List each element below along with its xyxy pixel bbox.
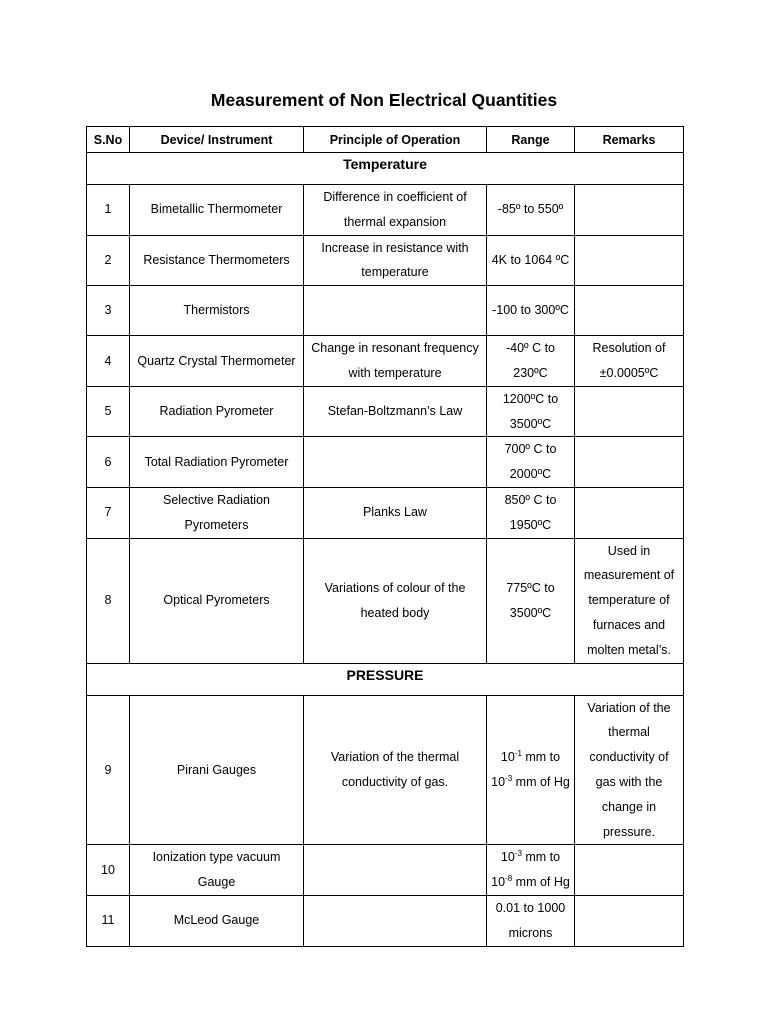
sno-cell: 6 bbox=[87, 437, 130, 488]
column-header-sno: S.No bbox=[87, 127, 130, 153]
header-row bbox=[87, 127, 684, 153]
table-row bbox=[87, 695, 684, 845]
quantities-table bbox=[86, 126, 684, 947]
table-row bbox=[87, 487, 684, 538]
range-exponent-c: -8 bbox=[505, 873, 513, 883]
device-cell: Optical Pyrometers bbox=[130, 538, 304, 663]
remarks-cell: Used in measurement of temperature of furnaces and molten metal’s. bbox=[575, 538, 684, 663]
principle-cell: Variation of the thermal conductivity of gas. bbox=[304, 695, 487, 845]
table-row bbox=[87, 336, 684, 387]
range-cell: 4K to 1064 ºC bbox=[487, 235, 575, 286]
table-row bbox=[87, 185, 684, 236]
sno-cell: 4 bbox=[87, 336, 130, 387]
range-value-c: 10 bbox=[491, 875, 506, 890]
principle-cell: Planks Law bbox=[304, 487, 487, 538]
range-exponent-a: -3 bbox=[514, 849, 522, 859]
range-value-a: 10 bbox=[500, 750, 515, 765]
range-value-d: mm of Hg bbox=[512, 774, 570, 789]
principle-cell: Change in resonant frequency with temperature bbox=[304, 336, 487, 387]
range-cell bbox=[487, 695, 575, 845]
remarks-cell bbox=[575, 286, 684, 336]
sno-cell: 1 bbox=[87, 185, 130, 236]
range-value-a: 10 bbox=[500, 850, 515, 865]
remarks-cell bbox=[575, 437, 684, 488]
remarks-cell bbox=[575, 185, 684, 236]
principle-cell: Variations of colour of the heated body bbox=[304, 538, 487, 663]
device-cell: McLeod Gauge bbox=[130, 895, 304, 946]
range-cell: 775ºC to 3500ºC bbox=[487, 538, 575, 663]
device-cell: Selective Radiation Pyrometers bbox=[130, 487, 304, 538]
range-value-b: mm to bbox=[521, 850, 561, 865]
remarks-cell bbox=[575, 235, 684, 286]
table-row bbox=[87, 286, 684, 336]
column-header-device: Device/ Instrument bbox=[130, 127, 304, 153]
table-row bbox=[87, 538, 684, 663]
sno-cell: 8 bbox=[87, 538, 130, 663]
remarks-cell: Resolution of ±0.0005ºC bbox=[575, 336, 684, 387]
range-cell: 700º C to 2000ºC bbox=[487, 437, 575, 488]
principle-cell: Increase in resistance with temperature bbox=[304, 235, 487, 286]
range-cell: -40º C to 230ºC bbox=[487, 336, 575, 387]
device-cell: Total Radiation Pyrometer bbox=[130, 437, 304, 488]
range-cell: 1200ºC to 3500ºC bbox=[487, 386, 575, 437]
device-cell: Ionization type vacuum Gauge bbox=[130, 845, 304, 896]
sno-cell: 2 bbox=[87, 235, 130, 286]
column-header-range: Range bbox=[487, 127, 575, 153]
device-cell: Bimetallic Thermometer bbox=[130, 185, 304, 236]
range-value-b: mm to bbox=[521, 750, 561, 765]
column-header-principle: Principle of Operation bbox=[304, 127, 487, 153]
range-cell bbox=[487, 845, 575, 896]
device-cell: Pirani Gauges bbox=[130, 695, 304, 845]
principle-cell: Difference in coefficient of thermal expansion bbox=[304, 185, 487, 236]
principle-cell: Stefan-Boltzmann’s Law bbox=[304, 386, 487, 437]
remarks-cell bbox=[575, 487, 684, 538]
range-exponent-a: -1 bbox=[514, 748, 522, 758]
sno-cell: 10 bbox=[87, 845, 130, 896]
table-row bbox=[87, 895, 684, 946]
sno-cell: 5 bbox=[87, 386, 130, 437]
range-value-c: 10 bbox=[491, 774, 506, 789]
remarks-cell bbox=[575, 895, 684, 946]
device-cell: Quartz Crystal Thermometer bbox=[130, 336, 304, 387]
range-cell: -85º to 550º bbox=[487, 185, 575, 236]
table-row bbox=[87, 386, 684, 437]
section-heading-pressure: PRESSURE bbox=[87, 663, 684, 695]
remarks-cell bbox=[575, 845, 684, 896]
section-heading-temperature: Temperature bbox=[87, 153, 684, 185]
principle-cell bbox=[304, 286, 487, 336]
range-cell: -100 to 300ºC bbox=[487, 286, 575, 336]
sno-cell: 11 bbox=[87, 895, 130, 946]
range-cell: 0.01 to 1000 microns bbox=[487, 895, 575, 946]
range-exponent-c: -3 bbox=[505, 773, 513, 783]
sno-cell: 7 bbox=[87, 487, 130, 538]
section-row-temperature bbox=[87, 153, 684, 185]
principle-cell bbox=[304, 845, 487, 896]
remarks-cell: Variation of the thermal conductivity of gas with the change in pressure. bbox=[575, 695, 684, 845]
table-row bbox=[87, 235, 684, 286]
table-row bbox=[87, 437, 684, 488]
column-header-remarks: Remarks bbox=[575, 127, 684, 153]
sno-cell: 9 bbox=[87, 695, 130, 845]
range-cell: 850º C to 1950ºC bbox=[487, 487, 575, 538]
device-cell: Resistance Thermometers bbox=[130, 235, 304, 286]
page-title: Measurement of Non Electrical Quantities bbox=[210, 90, 558, 110]
remarks-cell bbox=[575, 386, 684, 437]
range-value-d: mm of Hg bbox=[512, 875, 570, 890]
table-row bbox=[87, 845, 684, 896]
device-cell: Thermistors bbox=[130, 286, 304, 336]
principle-cell bbox=[304, 437, 487, 488]
sno-cell: 3 bbox=[87, 286, 130, 336]
section-row-pressure bbox=[87, 663, 684, 695]
device-cell: Radiation Pyrometer bbox=[130, 386, 304, 437]
principle-cell bbox=[304, 895, 487, 946]
